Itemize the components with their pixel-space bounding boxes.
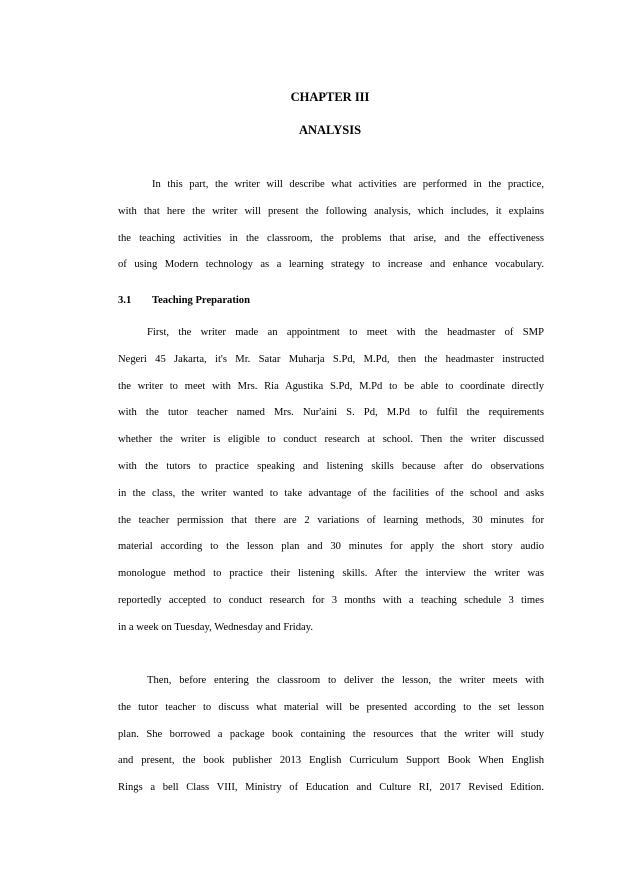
chapter-number-heading: CHAPTER III xyxy=(290,90,370,104)
section-title: Teaching Preparation xyxy=(152,295,250,306)
intro-line: In this part, the writer will describe what activities are performed in the practice, xyxy=(152,179,544,190)
intro-paragraph xyxy=(118,172,544,279)
chapter-title-heading: ANALYSIS xyxy=(298,123,362,137)
paragraph-line: the tutor teacher to discuss what material will be presented according to the set lesson xyxy=(118,701,544,713)
paragraph-line: Rings a bell Class VIII, Ministry of Education and Culture RI, 2017 Revised Edition. xyxy=(118,782,544,794)
section-heading xyxy=(118,295,250,306)
paragraph-line: with the tutors to practice speaking and listening skills because after do observations xyxy=(118,460,544,472)
paragraph-line: in a week on Tuesday, Wednesday and Friday. xyxy=(118,621,313,633)
paragraph-line: monologue method to practice their listening skills. After the interview the writer was xyxy=(118,568,544,580)
intro-line: with that here the writer will present the following analysis, which includes, it explains xyxy=(118,205,544,217)
section-number: 3.1 xyxy=(118,295,132,306)
intro-line: of using Modern technology as a learning strategy to increase and enhance vocabulary. xyxy=(118,259,544,271)
body-paragraph-1 xyxy=(118,320,544,642)
paragraph-line: the writer to meet with Mrs. Ria Agustika S.Pd, M.Pd to be able to coordinate directly xyxy=(118,380,544,392)
paragraph-line: material according to the lesson plan and 30 minutes for apply the short story audio xyxy=(118,541,544,553)
paragraph-line: with the tutor teacher named Mrs. Nur'aini S. Pd, M.Pd to fulfil the requirements xyxy=(118,407,544,419)
body-paragraph-2 xyxy=(118,668,544,802)
paragraph-line: First, the writer made an appointment to meet with the headmaster of SMP xyxy=(147,327,544,338)
paragraph-line: whether the writer is eligible to conduct research at school. Then the writer discussed xyxy=(118,434,544,446)
paragraph-line: plan. She borrowed a package book containing the resources that the writer will study xyxy=(118,728,544,740)
paragraph-line: Negeri 45 Jakarta, it's Mr. Satar Muharja S.Pd, M.Pd, then the headmaster instructed xyxy=(118,353,544,365)
paragraph-line: Then, before entering the classroom to deliver the lesson, the writer meets with xyxy=(147,675,544,686)
paragraph-line: and present, the book publisher 2013 English Curriculum Support Book When English xyxy=(118,755,544,767)
intro-line: the teaching activities in the classroom, the problems that arise, and the effectiveness xyxy=(118,232,544,244)
paragraph-line: the teacher permission that there are 2 variations of learning methods, 30 minutes for xyxy=(118,514,544,526)
paragraph-line: in the class, the writer wanted to take advantage of the facilities of the school and asks xyxy=(118,487,544,499)
paragraph-line: reportedly accepted to conduct research for 3 months with a teaching schedule 3 times xyxy=(118,594,544,606)
